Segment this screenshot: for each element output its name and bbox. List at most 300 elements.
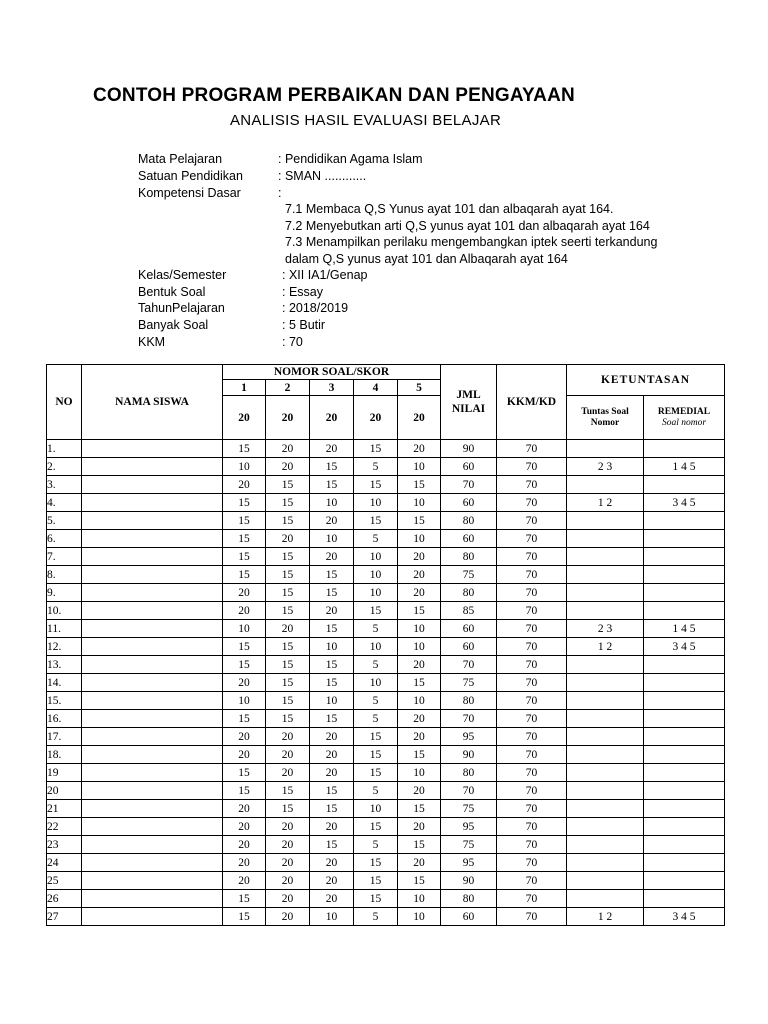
mata-pelajaran-value: : Pendidikan Agama Islam (278, 152, 423, 166)
header-remedial (644, 396, 725, 440)
remedial-cell (644, 818, 725, 836)
score-cell: 20 (266, 854, 310, 872)
student-name-cell (82, 908, 223, 926)
score-cell: 15 (266, 602, 310, 620)
student-name-cell (82, 584, 223, 602)
kd-line: 7.3 Menampilkan perilaku mengembangkan iptek seerti terkandung (285, 235, 658, 249)
kkm-cell: 70 (497, 656, 567, 674)
table-row (47, 656, 725, 674)
remedial-cell (644, 674, 725, 692)
remedial-cell (644, 854, 725, 872)
score-cell: 20 (223, 854, 266, 872)
kkm-cell: 70 (497, 512, 567, 530)
score-cell: 10 (354, 638, 398, 656)
remedial-cell (644, 584, 725, 602)
score-cell: 20 (398, 818, 441, 836)
remedial-cell (644, 512, 725, 530)
table-row (47, 674, 725, 692)
score-cell: 20 (310, 746, 354, 764)
row-number: 8. (47, 566, 82, 584)
tuntas-cell (567, 674, 644, 692)
score-cell: 20 (223, 746, 266, 764)
kkm-cell: 70 (497, 728, 567, 746)
tuntas-cell (567, 548, 644, 566)
table-row (47, 746, 725, 764)
header-max-score: 20 (310, 396, 354, 440)
score-cell: 5 (354, 530, 398, 548)
table-row (47, 512, 725, 530)
tuntas-cell (567, 692, 644, 710)
score-cell: 20 (266, 872, 310, 890)
score-cell: 15 (354, 476, 398, 494)
score-cell: 15 (223, 530, 266, 548)
mata-pelajaran-label: Mata Pelajaran (138, 152, 223, 166)
header-max-score: 20 (398, 396, 441, 440)
score-cell: 5 (354, 656, 398, 674)
score-cell: 15 (398, 602, 441, 620)
score-cell: 15 (266, 656, 310, 674)
tuntas-cell: 2 3 (567, 620, 644, 638)
score-cell: 20 (398, 584, 441, 602)
student-name-cell (82, 692, 223, 710)
page-subtitle: ANALISIS HASIL EVALUASI BELAJAR (230, 112, 502, 129)
student-name-cell (82, 890, 223, 908)
score-cell: 20 (310, 512, 354, 530)
score-cell: 15 (398, 800, 441, 818)
student-name-cell (82, 638, 223, 656)
jml-nilai-cell: 60 (441, 494, 497, 512)
student-name-cell (82, 440, 223, 458)
kkm-cell: 70 (497, 620, 567, 638)
jml-nilai-cell: 60 (441, 908, 497, 926)
header-soal-number: 2 (266, 380, 310, 396)
table-row (47, 728, 725, 746)
jml-nilai-cell: 60 (441, 638, 497, 656)
tuntas-cell (567, 566, 644, 584)
score-cell: 10 (223, 458, 266, 476)
student-name-cell (82, 602, 223, 620)
remedial-cell (644, 476, 725, 494)
kelas-label: Kelas/Semester (138, 268, 227, 282)
score-cell: 15 (398, 476, 441, 494)
remedial-cell: 3 4 5 (644, 638, 725, 656)
row-number: 21 (47, 800, 82, 818)
remedial-cell (644, 800, 725, 818)
score-cell: 20 (266, 764, 310, 782)
kkm-cell: 70 (497, 836, 567, 854)
student-name-cell (82, 476, 223, 494)
jml-nilai-cell: 80 (441, 584, 497, 602)
tuntas-cell (567, 836, 644, 854)
score-cell: 10 (398, 890, 441, 908)
score-cell: 15 (310, 710, 354, 728)
header-no: NO (47, 365, 82, 440)
tuntas-cell (567, 890, 644, 908)
jml-nilai-cell: 60 (441, 620, 497, 638)
student-name-cell (82, 458, 223, 476)
kkm-cell: 70 (497, 566, 567, 584)
tuntas-cell (567, 476, 644, 494)
table-row (47, 440, 725, 458)
score-cell: 15 (266, 638, 310, 656)
row-number: 2. (47, 458, 82, 476)
row-number: 12. (47, 638, 82, 656)
score-cell: 15 (310, 584, 354, 602)
student-name-cell (82, 746, 223, 764)
jml-nilai-cell: 75 (441, 674, 497, 692)
kkm-cell: 70 (497, 674, 567, 692)
score-cell: 15 (354, 440, 398, 458)
table-row (47, 620, 725, 638)
score-cell: 15 (310, 674, 354, 692)
jml-nilai-cell: 95 (441, 818, 497, 836)
score-cell: 15 (266, 566, 310, 584)
header-nomor-soal: NOMOR SOAL/SKOR (223, 365, 441, 380)
student-name-cell (82, 818, 223, 836)
row-number: 10. (47, 602, 82, 620)
table-row (47, 584, 725, 602)
jml-nilai-cell: 95 (441, 854, 497, 872)
table-row (47, 908, 725, 926)
remedial-cell (644, 728, 725, 746)
tuntas-cell (567, 764, 644, 782)
score-cell: 5 (354, 692, 398, 710)
jml-nilai-cell: 90 (441, 746, 497, 764)
score-cell: 20 (266, 818, 310, 836)
score-cell: 20 (223, 800, 266, 818)
score-cell: 10 (223, 620, 266, 638)
score-cell: 15 (223, 908, 266, 926)
score-cell: 15 (398, 674, 441, 692)
row-number: 1. (47, 440, 82, 458)
kkm-cell: 70 (497, 494, 567, 512)
jml-nilai-cell: 80 (441, 548, 497, 566)
kkm-value: : 70 (282, 335, 303, 349)
score-cell: 10 (398, 908, 441, 926)
score-cell: 5 (354, 908, 398, 926)
kkm-cell: 70 (497, 818, 567, 836)
score-cell: 20 (310, 764, 354, 782)
score-cell: 5 (354, 620, 398, 638)
row-number: 19 (47, 764, 82, 782)
tuntas-cell: 1 2 (567, 638, 644, 656)
score-cell: 15 (266, 710, 310, 728)
score-cell: 15 (310, 782, 354, 800)
student-name-cell (82, 782, 223, 800)
score-cell: 15 (266, 512, 310, 530)
score-cell: 10 (398, 494, 441, 512)
score-cell: 15 (354, 818, 398, 836)
jml-nilai-cell: 95 (441, 728, 497, 746)
score-cell: 10 (310, 908, 354, 926)
score-cell: 20 (398, 710, 441, 728)
tuntas-cell (567, 728, 644, 746)
row-number: 24 (47, 854, 82, 872)
row-number: 5. (47, 512, 82, 530)
banyak-soal-label: Banyak Soal (138, 318, 209, 332)
score-cell: 15 (354, 602, 398, 620)
jml-nilai-cell: 80 (441, 692, 497, 710)
kelas-value: : XII IA1/Genap (282, 268, 368, 282)
remedial-cell (644, 872, 725, 890)
kkm-cell: 70 (497, 548, 567, 566)
tuntas-cell (567, 530, 644, 548)
tuntas-cell: 1 2 (567, 494, 644, 512)
score-cell: 15 (354, 512, 398, 530)
tuntas-cell (567, 440, 644, 458)
remedial-cell (644, 764, 725, 782)
row-number: 6. (47, 530, 82, 548)
kkm-cell: 70 (497, 746, 567, 764)
score-cell: 15 (266, 548, 310, 566)
score-cell: 10 (310, 530, 354, 548)
score-cell: 15 (310, 458, 354, 476)
header-jml-nilai: JML NILAI (441, 365, 497, 440)
table-row (47, 602, 725, 620)
score-cell: 10 (310, 494, 354, 512)
score-cell: 15 (223, 548, 266, 566)
jml-nilai-cell: 75 (441, 800, 497, 818)
score-cell: 15 (223, 782, 266, 800)
score-cell: 10 (354, 566, 398, 584)
kkm-label: KKM (138, 335, 166, 349)
score-cell: 15 (223, 566, 266, 584)
tuntas-cell (567, 512, 644, 530)
row-number: 14. (47, 674, 82, 692)
row-number: 11. (47, 620, 82, 638)
kd-line: 7.2 Menyebutkan arti Q,S yunus ayat 101 dan albaqarah ayat 164 (285, 219, 650, 233)
kkm-cell: 70 (497, 440, 567, 458)
kkm-cell: 70 (497, 458, 567, 476)
score-cell: 20 (398, 782, 441, 800)
score-cell: 20 (398, 728, 441, 746)
page-title: CONTOH PROGRAM PERBAIKAN DAN PENGAYAAN (93, 85, 575, 106)
row-number: 25 (47, 872, 82, 890)
tuntas-cell (567, 656, 644, 674)
student-name-cell (82, 674, 223, 692)
jml-nilai-cell: 80 (441, 890, 497, 908)
score-cell: 15 (223, 710, 266, 728)
score-cell: 10 (398, 458, 441, 476)
table-row (47, 782, 725, 800)
remedial-cell: 1 4 5 (644, 620, 725, 638)
table-row (47, 800, 725, 818)
score-cell: 15 (223, 764, 266, 782)
student-name-cell (82, 512, 223, 530)
score-cell: 10 (354, 800, 398, 818)
table-row (47, 854, 725, 872)
jml-nilai-cell: 90 (441, 872, 497, 890)
remedial-cell (644, 566, 725, 584)
score-cell: 10 (354, 548, 398, 566)
score-cell: 15 (354, 746, 398, 764)
table-row (47, 836, 725, 854)
row-number: 26 (47, 890, 82, 908)
remedial-cell: 3 4 5 (644, 494, 725, 512)
score-table (46, 364, 725, 926)
row-number: 27 (47, 908, 82, 926)
table-row (47, 566, 725, 584)
score-cell: 15 (354, 728, 398, 746)
score-cell: 20 (266, 530, 310, 548)
score-cell: 15 (266, 782, 310, 800)
score-cell: 20 (266, 890, 310, 908)
student-name-cell (82, 872, 223, 890)
student-name-cell (82, 836, 223, 854)
score-cell: 15 (223, 494, 266, 512)
kkm-cell: 70 (497, 800, 567, 818)
row-number: 18. (47, 746, 82, 764)
kkm-cell: 70 (497, 692, 567, 710)
remedial-cell (644, 782, 725, 800)
score-table-body (47, 440, 725, 926)
score-cell: 20 (398, 656, 441, 674)
student-name-cell (82, 566, 223, 584)
student-name-cell (82, 548, 223, 566)
score-cell: 15 (223, 638, 266, 656)
table-row (47, 458, 725, 476)
row-number: 13. (47, 656, 82, 674)
table-row (47, 692, 725, 710)
remedial-cell (644, 746, 725, 764)
score-cell: 20 (266, 836, 310, 854)
row-number: 17. (47, 728, 82, 746)
score-cell: 20 (223, 674, 266, 692)
jml-nilai-cell: 85 (441, 602, 497, 620)
remedial-cell (644, 548, 725, 566)
student-name-cell (82, 494, 223, 512)
table-row (47, 638, 725, 656)
jml-nilai-cell: 70 (441, 476, 497, 494)
score-cell: 5 (354, 458, 398, 476)
table-row (47, 890, 725, 908)
header-max-score: 20 (266, 396, 310, 440)
student-name-cell (82, 764, 223, 782)
score-cell: 15 (354, 890, 398, 908)
jml-nilai-cell: 70 (441, 656, 497, 674)
header-soal-number: 3 (310, 380, 354, 396)
score-cell: 15 (354, 854, 398, 872)
tuntas-cell: 1 2 (567, 908, 644, 926)
row-number: 16. (47, 710, 82, 728)
score-cell: 15 (266, 674, 310, 692)
score-cell: 15 (266, 494, 310, 512)
student-name-cell (82, 656, 223, 674)
kd-line: 7.1 Membaca Q,S Yunus ayat 101 dan albaqarah ayat 164. (285, 202, 614, 216)
jml-nilai-cell: 75 (441, 566, 497, 584)
row-number: 3. (47, 476, 82, 494)
bentuk-soal-label: Bentuk Soal (138, 285, 206, 299)
header-nama-siswa: NAMA SISWA (82, 365, 223, 440)
kkm-cell: 70 (497, 782, 567, 800)
tuntas-cell (567, 602, 644, 620)
tahun-pelajaran-value: : 2018/2019 (282, 301, 349, 315)
jml-nilai-cell: 80 (441, 512, 497, 530)
student-name-cell (82, 710, 223, 728)
row-number: 15. (47, 692, 82, 710)
score-cell: 10 (354, 584, 398, 602)
tuntas-cell (567, 800, 644, 818)
score-cell: 5 (354, 710, 398, 728)
header-max-score: 20 (223, 396, 266, 440)
score-cell: 20 (266, 728, 310, 746)
tuntas-cell (567, 818, 644, 836)
score-cell: 20 (398, 440, 441, 458)
score-cell: 10 (354, 674, 398, 692)
table-row (47, 872, 725, 890)
score-cell: 15 (310, 656, 354, 674)
score-cell: 15 (266, 800, 310, 818)
row-number: 4. (47, 494, 82, 512)
score-cell: 5 (354, 782, 398, 800)
score-cell: 15 (266, 584, 310, 602)
score-cell: 15 (310, 476, 354, 494)
table-row (47, 710, 725, 728)
score-cell: 10 (398, 638, 441, 656)
score-cell: 20 (310, 890, 354, 908)
jml-nilai-cell: 90 (441, 440, 497, 458)
score-cell: 20 (398, 854, 441, 872)
tuntas-cell (567, 872, 644, 890)
jml-nilai-cell: 75 (441, 836, 497, 854)
score-cell: 20 (310, 854, 354, 872)
jml-nilai-cell: 60 (441, 530, 497, 548)
score-cell: 20 (310, 440, 354, 458)
score-cell: 15 (223, 656, 266, 674)
score-cell: 15 (354, 764, 398, 782)
score-cell: 10 (398, 764, 441, 782)
tuntas-cell (567, 584, 644, 602)
kkm-cell: 70 (497, 476, 567, 494)
score-cell: 15 (310, 620, 354, 638)
header-ketuntasan: KETUNTASAN (567, 365, 725, 396)
score-cell: 15 (310, 566, 354, 584)
score-cell: 20 (266, 908, 310, 926)
remedial-cell (644, 710, 725, 728)
header-tuntas: Tuntas Soal Nomor (567, 396, 644, 440)
bentuk-soal-value: : Essay (282, 285, 323, 299)
kkm-cell: 70 (497, 890, 567, 908)
score-cell: 20 (223, 476, 266, 494)
row-number: 22 (47, 818, 82, 836)
remedial-cell (644, 836, 725, 854)
score-cell: 15 (223, 512, 266, 530)
score-cell: 20 (310, 872, 354, 890)
score-cell: 10 (398, 530, 441, 548)
kkm-cell: 70 (497, 854, 567, 872)
score-cell: 20 (266, 620, 310, 638)
table-row (47, 764, 725, 782)
score-cell: 20 (310, 548, 354, 566)
table-row (47, 530, 725, 548)
score-cell: 20 (223, 818, 266, 836)
tahun-pelajaran-label: TahunPelajaran (138, 301, 225, 315)
kkm-cell: 70 (497, 530, 567, 548)
score-cell: 15 (223, 440, 266, 458)
row-number: 9. (47, 584, 82, 602)
score-cell: 20 (266, 746, 310, 764)
score-cell: 20 (223, 872, 266, 890)
score-cell: 10 (398, 620, 441, 638)
remedial-cell (644, 656, 725, 674)
score-cell: 15 (266, 476, 310, 494)
score-cell: 20 (223, 584, 266, 602)
kkm-cell: 70 (497, 638, 567, 656)
student-name-cell (82, 800, 223, 818)
header-soal-number: 5 (398, 380, 441, 396)
remedial-cell (644, 440, 725, 458)
score-cell: 20 (223, 836, 266, 854)
